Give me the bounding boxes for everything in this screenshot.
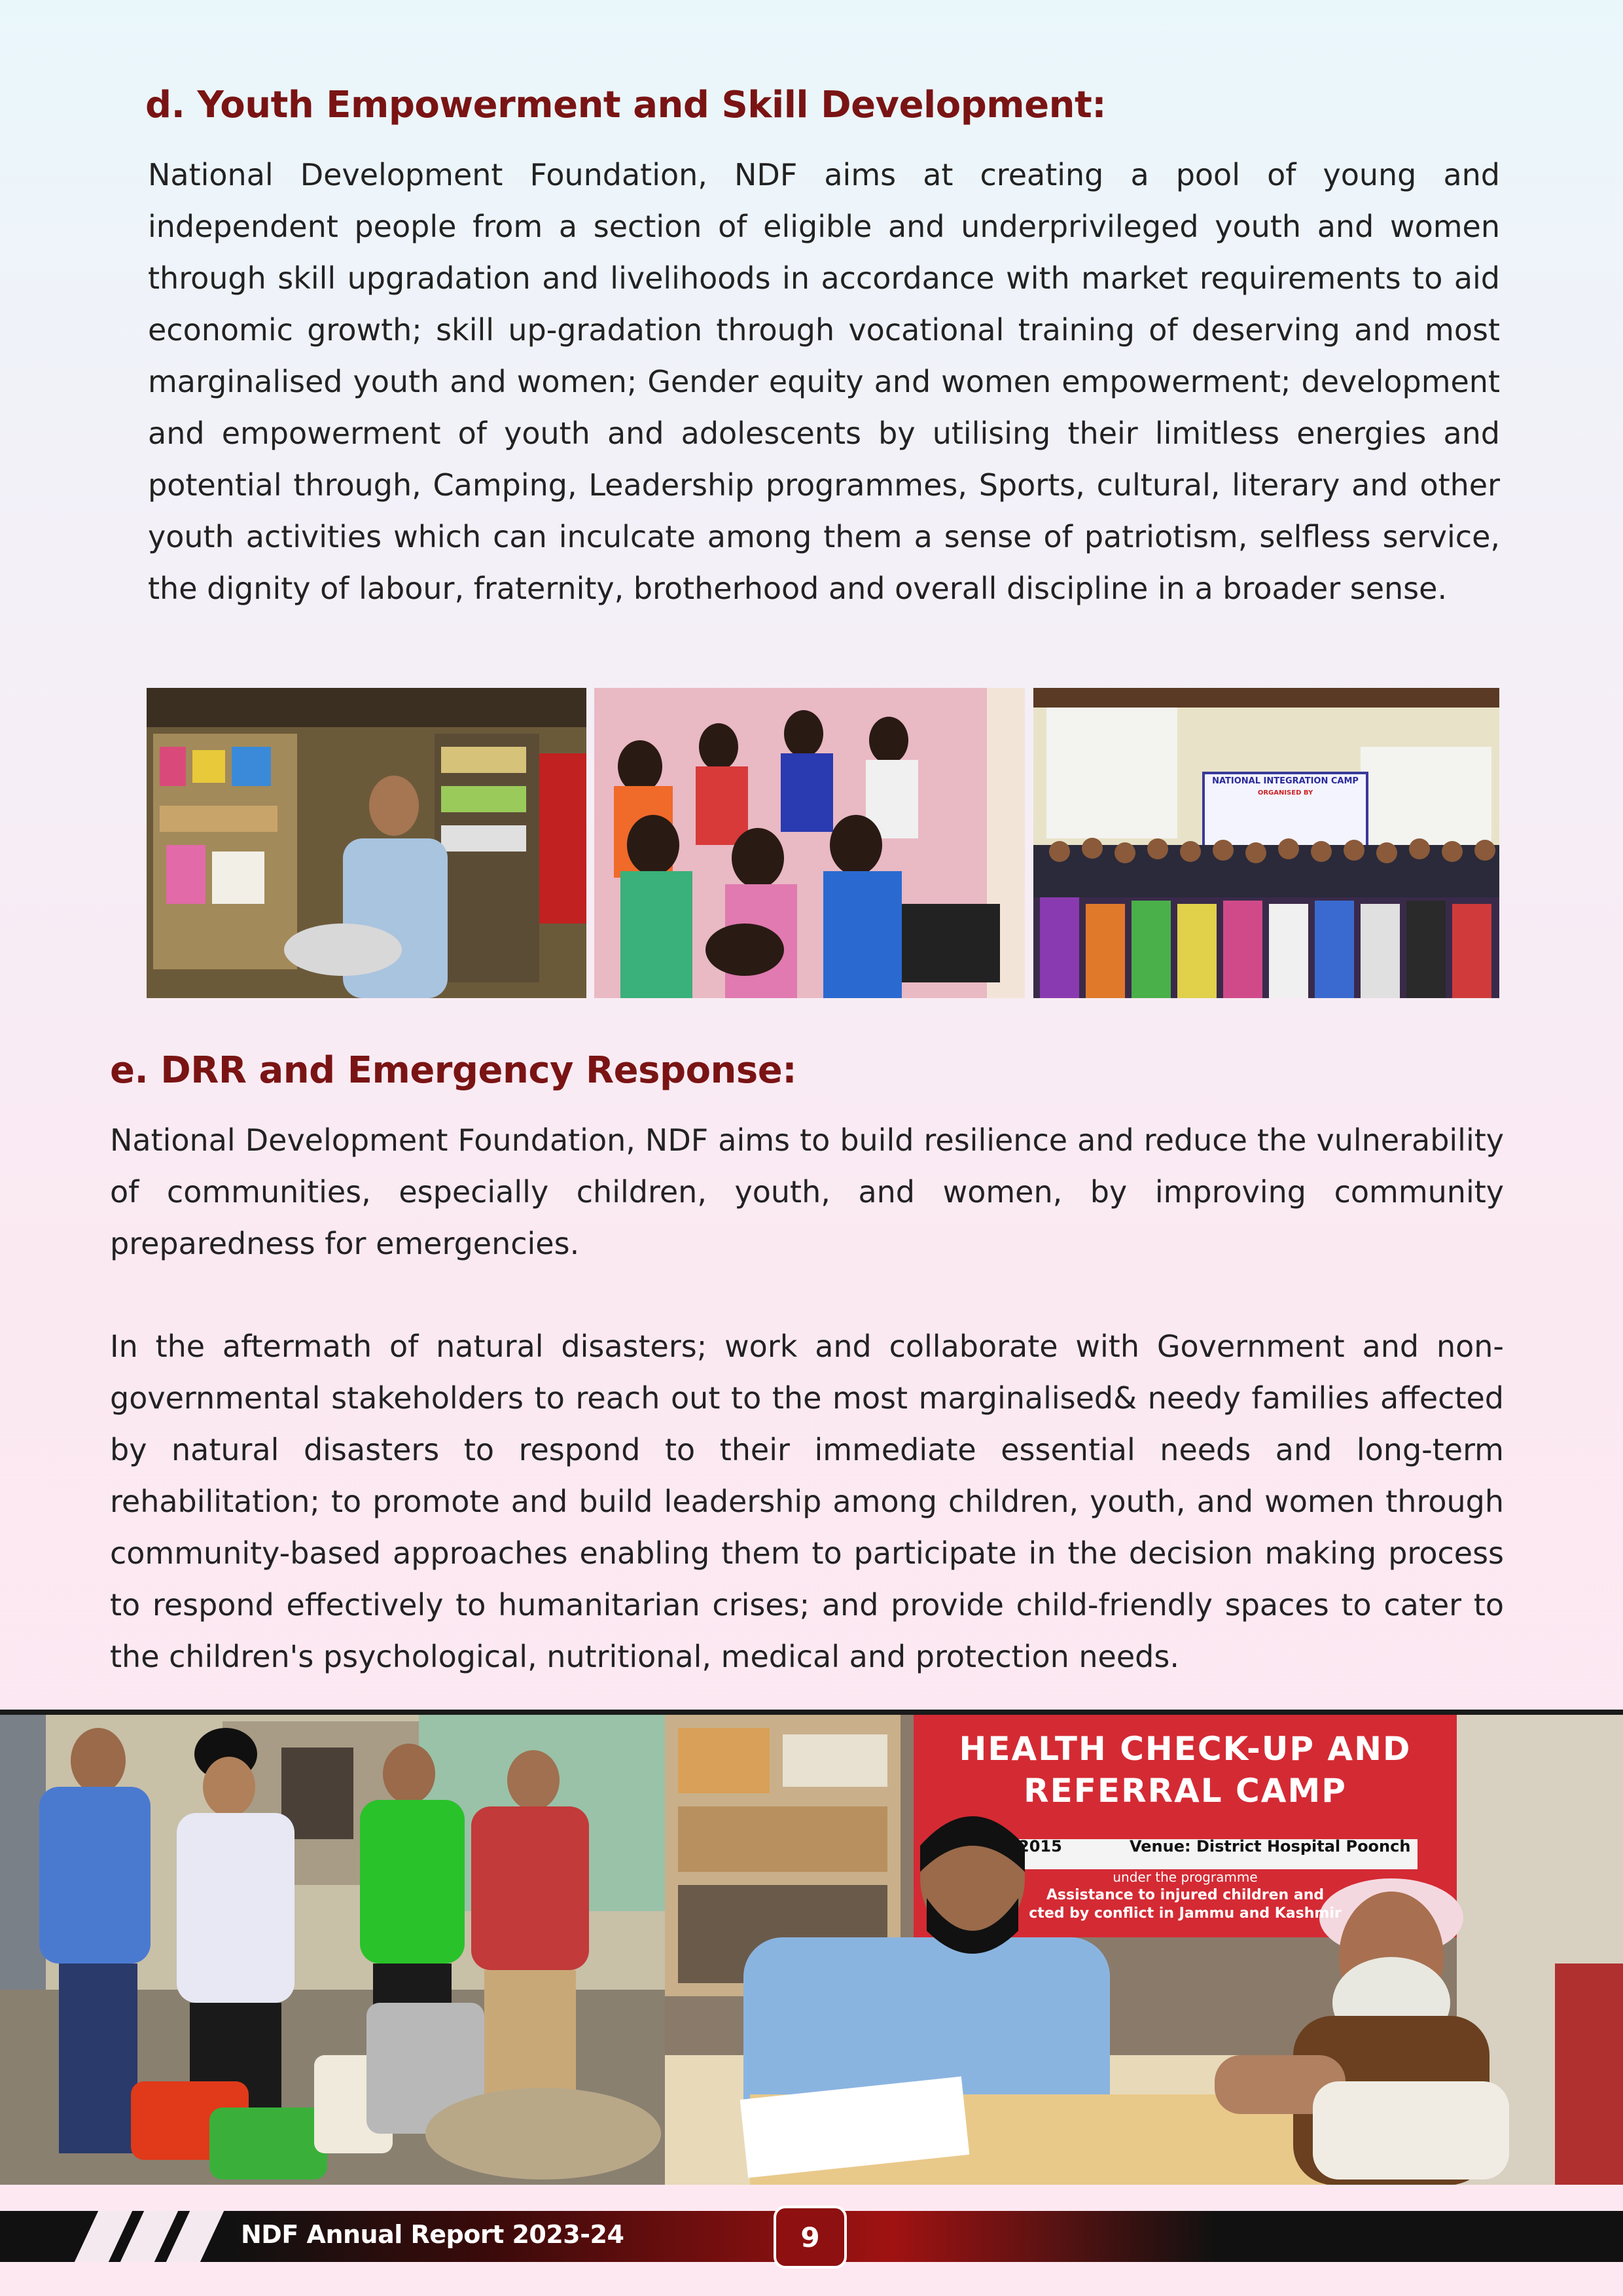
section-e-paragraph-2: In the aftermath of natural disasters; work and collaborate with Government and non-governmental stakeholders to reach out to the most marginalised& needy families affected by natural disasters to respond to their immediate essential needs and long-term rehabilitation; to promote and build leadership among children, youth, and women through community-based approaches enabling them to participate in the decision making process to respond effectively to humanitarian crises; and provide child-friendly spaces to cater to the children's psychological, nutritional, medical and protection needs.	[110, 1329, 1504, 1674]
camp-banner	[1205, 776, 1366, 799]
photo-relief-distribution	[0, 1715, 665, 2185]
health-banner-line-1: HEALTH CHECK-UP AND	[959, 1730, 1412, 1768]
photo-shopkeeper	[147, 688, 586, 998]
health-banner-line-3: 2015	[1018, 1837, 1062, 1856]
bottom-photo-strip	[0, 1710, 1623, 2185]
section-d-heading: d. Youth Empowerment and Skill Development:	[145, 84, 1107, 126]
section-d-paragraph: National Development Foundation, NDF aims at creating a pool of young and independent people from a section of eligible and underprivileged youth and women through skill upgradation and livelihoods in accordance with market requirements to aid economic growth; skill up-gradation through vocational training of deserving and most marginalised youth and women; Gender equity and women empowerment; development and empowerment of youth and adolescents by utilising their limitless energies and potential through, Camping, Leadership programmes, Sports, cultural, literary and other youth activities which can inculcate among them a sense of patriotism, selfless service, the dignity of labour, fraternity, brotherhood and overall discipline in a broader sense.	[148, 157, 1500, 606]
health-banner-line-4: Venue: District Hospital Poonch	[1130, 1837, 1411, 1856]
health-banner-line-5: under the programme	[1113, 1869, 1258, 1885]
health-banner-line-6: Assistance to injured children and	[1046, 1887, 1325, 1903]
health-camp-banner	[914, 1728, 1457, 1923]
section-e-paragraph-1: National Development Foundation, NDF aims to build resilience and reduce the vulnerability of communities, especially children, youth, and women, by improving community preparedness for emergencies.	[110, 1122, 1504, 1261]
camp-banner-line-2: ORGANISED BY	[1257, 789, 1313, 797]
photo-national-integration-camp	[1033, 688, 1499, 998]
health-banner-line-2: REFERRAL CAMP	[1024, 1772, 1347, 1810]
health-banner-line-7: cted by conflict in Jammu and Kashmir	[1029, 1905, 1342, 1922]
page-number: 9	[774, 2206, 847, 2269]
section-e-heading: e. DRR and Emergency Response:	[110, 1049, 797, 1092]
photo-tailoring-training	[594, 688, 1025, 998]
photo-health-checkup-camp	[665, 1715, 1623, 2185]
camp-banner-line-1: NATIONAL INTEGRATION CAMP	[1212, 776, 1359, 786]
page-footer	[0, 2206, 1623, 2271]
footer-title: NDF Annual Report 2023-24	[241, 2220, 624, 2249]
